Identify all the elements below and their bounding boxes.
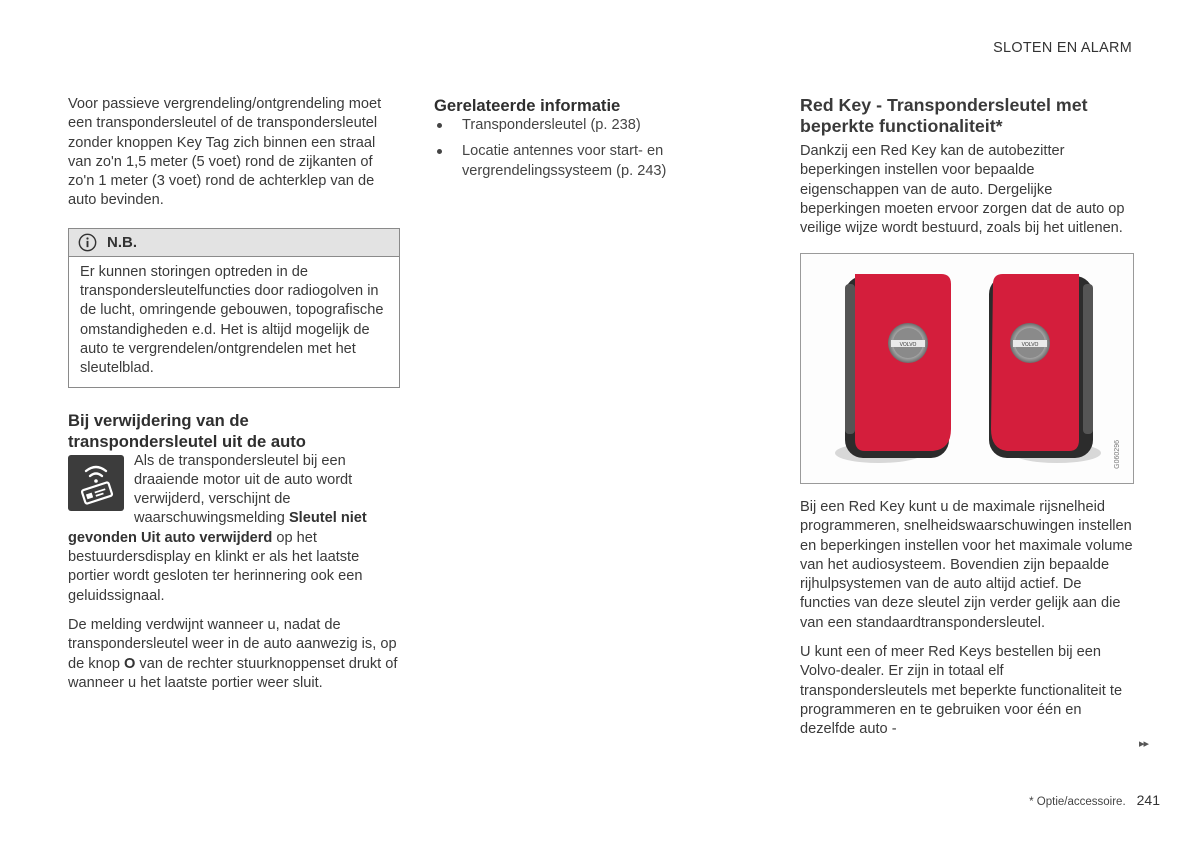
note-text: Er kunnen storingen optreden in de transpondersleutelfuncties door radiogolven in de lucht, omringende gebouwen, topografische omstandigheden e.d. Het is altijd mogelijk de auto te vergrendelen/ontgrendelen met het sleutelblad. [80, 263, 384, 377]
column-left [68, 95, 400, 693]
button-o-label: O [124, 655, 136, 672]
removal-section [68, 452, 400, 606]
removal-heading: Bij verwijdering van de transpondersleutel uit de auto [68, 410, 306, 451]
continued-arrow-icon: ▸▸ [1138, 738, 1148, 750]
note-body [69, 257, 399, 387]
note-box [68, 228, 400, 388]
page-number: 241 [1136, 792, 1160, 808]
related-link[interactable]: Transpondersleutel (p. 238) [434, 116, 764, 135]
red-key-back [989, 274, 1101, 463]
removal-paragraph: Als de transpondersleutel bij een draaiende motor uit de auto wordt verwijderd, verschijnt de waarschuwingsmelding Sleutel niet gevonden Uit auto verwijderd op het bestuurdersdisplay en klinkt er als het laatste portier wordt gesloten ter herinnering ook een geluidssignaal. [68, 452, 367, 604]
red-key-illustration [800, 253, 1134, 484]
red-key-paragraph-2: U kunt een of meer Red Keys bestellen bij een Volvo-dealer. Er zijn in totaal elf transpondersleutels met beperkte functionaliteit te programmeren en te gebruiken voor één en dezelfde auto - [800, 644, 1123, 738]
svg-text:VOLVO: VOLVO [899, 342, 917, 348]
related-links-list [434, 116, 764, 181]
section-header: SLOTEN EN ALARM [993, 40, 1132, 56]
column-middle [434, 95, 764, 181]
info-icon [78, 233, 97, 252]
red-key-intro: Dankzij een Red Key kan de autobezitter beperkingen instellen voor bepaalde eigenschappen van de auto. Dergelijke beperkingen moeten ervoor zorgen dat de auto op veilige wijze wordt bestuurd, zoals bij het uitlenen. [800, 143, 1125, 237]
note-header [69, 229, 399, 257]
key-not-found-warning-icon [68, 455, 124, 511]
red-key-heading: Red Key - Transpondersleutel met beperkte functionaliteit* [800, 95, 1088, 136]
red-key-paragraph-1: Bij een Red Key kunt u de maximale rijsnelheid programmeren, snelheidswaarschuwingen instellen en beperkingen instellen voor het maximale volume van het audiosysteem. Bovendien zijn bepaalde rijhulpsystemen van de auto altijd actief. De functies van deze sleutel zijn verder gelijk aan die van een standaardtranspondersleutel. [800, 499, 1133, 631]
figure-code: G060296 [1114, 440, 1121, 469]
warning-message: Sleutel niet gevonden Uit auto verwijderd [68, 510, 367, 546]
related-info-heading: Gerelateerde informatie [434, 96, 621, 115]
column-right-lower [800, 498, 1134, 740]
option-footnote: * Optie/accessoire. [1029, 796, 1126, 808]
intro-paragraph: Voor passieve vergrendeling/ontgrendeling moet een transpondersleutel of de transpondersleutel zonder knoppen Key Tag zich binnen een straal van zo'n 1,5 meter (5 voet) rond de zijkanten of zo'n 1 meter (3 voet) rond de achterklep van de auto bevinden. [68, 96, 382, 209]
red-key-front [835, 274, 951, 463]
column-right [800, 95, 1134, 238]
red-key-image [801, 254, 1133, 483]
note-title: N.B. [107, 233, 137, 251]
svg-text:VOLVO: VOLVO [1021, 342, 1039, 348]
related-link[interactable]: Locatie antennes voor start- en vergrendelingssysteem (p. 243) [434, 142, 764, 181]
footer [1029, 792, 1160, 808]
message-paragraph: De melding verdwijnt wanneer u, nadat de transpondersleutel weer in de auto aanwezig is, op de knop O van de rechter stuurknoppenset drukt of wanneer u het laatste portier weer sluit. [68, 616, 398, 691]
